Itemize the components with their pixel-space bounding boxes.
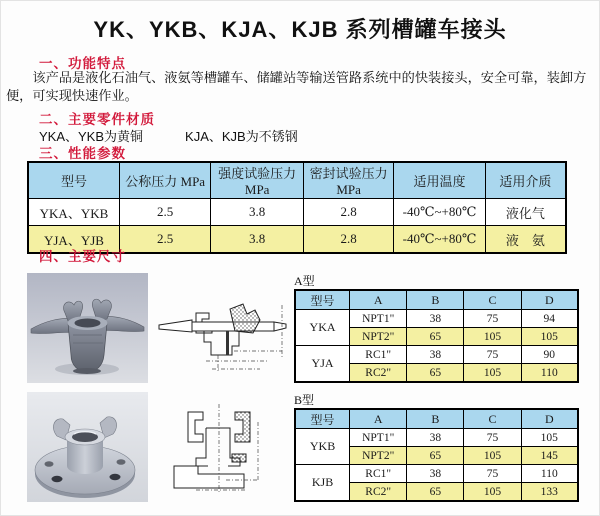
type-b-label: B型 [294,393,315,407]
table-row [295,346,578,364]
b-type-section-drawing [166,402,272,496]
cell-thread: RC1" [350,346,407,364]
cell-b: 65 [407,483,464,502]
cell-b: 38 [407,310,464,328]
col-header-medium: 适用介质 [485,162,566,199]
performance-table [27,161,567,254]
cell-d: 110 [521,364,578,383]
cell-medium: 液 氨 [485,226,566,254]
performance-header-row [28,162,566,199]
cell-model: KJB [295,465,350,502]
cell-model: YJA、YJB [28,226,119,254]
col-header-model: 型号 [295,290,350,310]
flanged-coupling-illustration [27,392,148,502]
cell-temp: -40℃~+80℃ [394,226,485,254]
section-heading-materials: 二、主要零件材质 [39,112,155,127]
col-header-seal-test: 密封试验压力MPa [303,162,393,199]
col-header-model: 型号 [28,162,119,199]
col-header-nominal-pressure: 公称压力 MPa [119,162,210,199]
cell-c: 105 [464,328,521,346]
cell-c: 75 [464,429,521,447]
flanged-coupling-photo [27,392,148,502]
section-heading-performance: 三、性能参数 [39,146,126,161]
cell-c: 105 [464,483,521,502]
cell-model: YKB [295,429,350,465]
winged-coupling-photo [27,273,148,383]
cell-d: 105 [521,328,578,346]
cell-thread: NPT1" [350,310,407,328]
table-row [295,429,578,447]
col-header-c: C [464,409,521,429]
cell-medium: 液化气 [485,199,566,226]
features-paragraph: 该产品是液化石油气、液氨等槽罐车、储罐站等输送管路系统中的快装接头，安全可靠，装卸方便，可实现快速作业。 [6,70,587,103]
section-heading-dimensions: 四、主要尺寸 [39,249,126,264]
cell-c: 75 [464,465,521,483]
cell-model: YKA [295,310,350,346]
cell-b: 38 [407,346,464,364]
cell-d: 90 [521,346,578,364]
dim-header-row [295,409,578,429]
cell-thread: RC1" [350,465,407,483]
col-header-b: B [407,290,464,310]
cell-nominal: 2.5 [119,199,210,226]
winged-coupling-illustration [27,273,148,383]
table-row [295,465,578,483]
cell-strength: 3.8 [211,199,304,226]
cell-thread: NPT2" [350,447,407,465]
cell-d: 94 [521,310,578,328]
cell-d: 145 [521,447,578,465]
cell-thread: RC2" [350,364,407,383]
cell-d: 105 [521,429,578,447]
cell-c: 75 [464,310,521,328]
cell-c: 75 [464,346,521,364]
cell-thread: RC2" [350,483,407,502]
cell-thread: NPT2" [350,328,407,346]
cell-nominal: 2.5 [119,226,210,254]
cell-model: YJA [295,346,350,383]
cell-strength: 3.8 [211,226,304,254]
cell-d: 110 [521,465,578,483]
cell-thread: NPT1" [350,429,407,447]
type-a-dimension-table [294,289,579,383]
type-b-dimension-table [294,408,579,502]
col-header-model: 型号 [295,409,350,429]
col-header-a: A [350,290,407,310]
type-a-label: A型 [294,274,315,288]
col-header-c: C [464,290,521,310]
cell-model: YKA、YKB [28,199,119,226]
table-row [28,199,566,226]
cell-b: 38 [407,429,464,447]
cell-b: 65 [407,447,464,465]
a-type-section-lines [156,293,290,375]
col-header-temperature: 适用温度 [394,162,485,199]
cell-c: 105 [464,364,521,383]
materials-brass: YKA、YKB为黄铜 [39,129,144,144]
a-type-section-drawing [156,293,290,375]
cell-seal: 2.8 [303,199,393,226]
col-header-b: B [407,409,464,429]
materials-stainless: KJA、KJB为不锈钢 [185,129,298,144]
col-header-strength-test: 强度试验压力MPa [211,162,304,199]
col-header-a: A [350,409,407,429]
cell-seal: 2.8 [303,226,393,254]
cell-temp: -40℃~+80℃ [394,199,485,226]
table-row [295,310,578,328]
cell-d: 133 [521,483,578,502]
dim-header-row [295,290,578,310]
col-header-d: D [521,290,578,310]
section-heading-features: 一、功能特点 [39,56,126,71]
cell-c: 105 [464,447,521,465]
cell-b: 38 [407,465,464,483]
page-title: YK、YKB、KJA、KJB 系列槽罐车接头 [93,17,507,42]
b-type-section-lines [166,402,272,496]
cell-b: 65 [407,364,464,383]
col-header-d: D [521,409,578,429]
cell-b: 65 [407,328,464,346]
